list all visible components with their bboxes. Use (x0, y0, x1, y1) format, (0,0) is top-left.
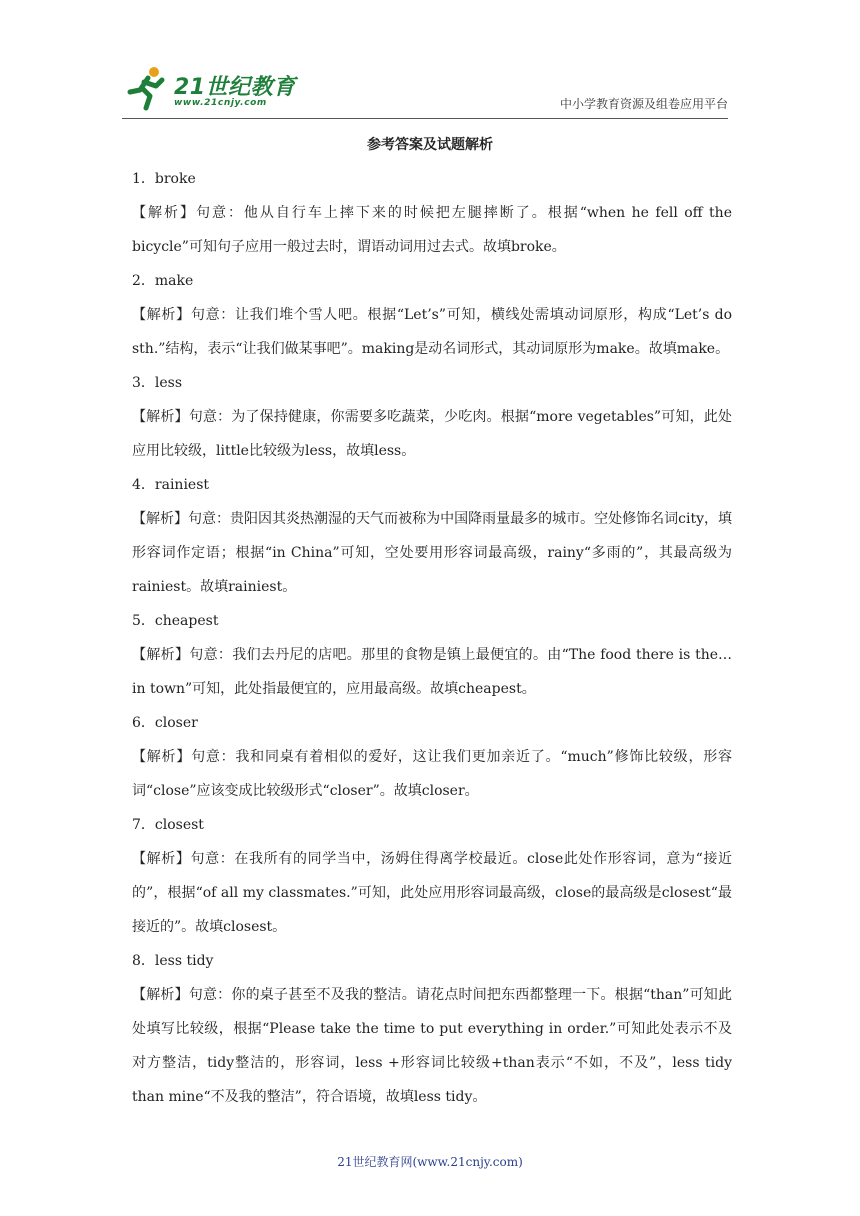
explanation-8: 【解析】句意：你的桌子甚至不及我的整洁。请花点时间把东西都整理一下。根据“than”可知此处填写比较级，根据“Please take the time to put everything in order.”可知此处表示不及对方整洁，tidy整洁的，形容词，less +形容词比较级+than表示“不如，不及”，less tidy than mine“不及我的整洁”，符合语境，故填less tidy。 (132, 987, 732, 1105)
answer-4: 4．rainiest (132, 477, 210, 493)
header-divider (122, 118, 728, 119)
page-title: 参考答案及试题解析 (367, 137, 493, 153)
explanation-3: 【解析】句意：为了保持健康，你需要多吃蔬菜，少吃肉。根据“more vegetables”可知，此处应用比较级，little比较级为less，故填less。 (132, 409, 732, 459)
explanation-4: 【解析】句意：贵阳因其炎热潮湿的天气而被称为中国降雨量最多的城市。空处修饰名词city，填形容词作定语；根据“in China”可知，空处要用形容词最高级，rainy“多雨的”，其最高级为rainiest。故填rainiest。 (132, 511, 732, 595)
answer-7: 7．closest (132, 817, 204, 833)
explanation-6: 【解析】句意：我和同桌有着相似的爱好，这让我们更加亲近了。“much”修饰比较级，形容词“close”应该变成比较级形式“closer”。故填closer。 (132, 749, 732, 799)
logo-url: www.21cnjy.com (174, 98, 267, 108)
answer-2: 2．make (132, 273, 194, 289)
explanation-7: 【解析】句意：在我所有的同学当中，汤姆住得离学校最近。close此处作形容词，意为“接近的”，根据“of all my classmates.”可知，此处应用形容词最高级，close的最高级是closest“最接近的”。故填closest。 (132, 851, 732, 935)
answer-list (132, 162, 732, 1114)
answer-1: 1．broke (132, 171, 196, 187)
explanation-1: 【解析】句意：他从自行车上摔下来的时候把左腿摔断了。根据“when he fell off the bicycle”可知句子应用一般过去时，谓语动词用过去式。故填broke。 (132, 205, 732, 255)
logo-text: 21世纪教育 (174, 75, 296, 100)
platform-name: 中小学教育资源及组卷应用平台 (559, 97, 728, 111)
explanation-5: 【解析】句意：我们去丹尼的店吧。那里的食物是镇上最便宜的。由“The food there is the…in town”可知，此处指最便宜的，应用最高级。故填cheapest。 (132, 647, 732, 697)
answer-6: 6．closer (132, 715, 198, 731)
explanation-2: 【解析】句意：让我们堆个雪人吧。根据“Let’s”可知，横线处需填动词原形，构成“Let’s do sth.”结构，表示“让我们做某事吧”。making是动名词形式，其动词原形为make。故填make。 (132, 307, 732, 357)
logo (122, 62, 302, 114)
answer-3: 3．less (132, 375, 183, 391)
page-footer[interactable]: 21世纪教育网(www.21cnjy.com) (337, 1155, 523, 1169)
runner-logo-icon (122, 62, 172, 112)
answer-5: 5．cheapest (132, 613, 219, 629)
page-header (122, 62, 728, 120)
answer-8: 8．less tidy (132, 953, 214, 969)
